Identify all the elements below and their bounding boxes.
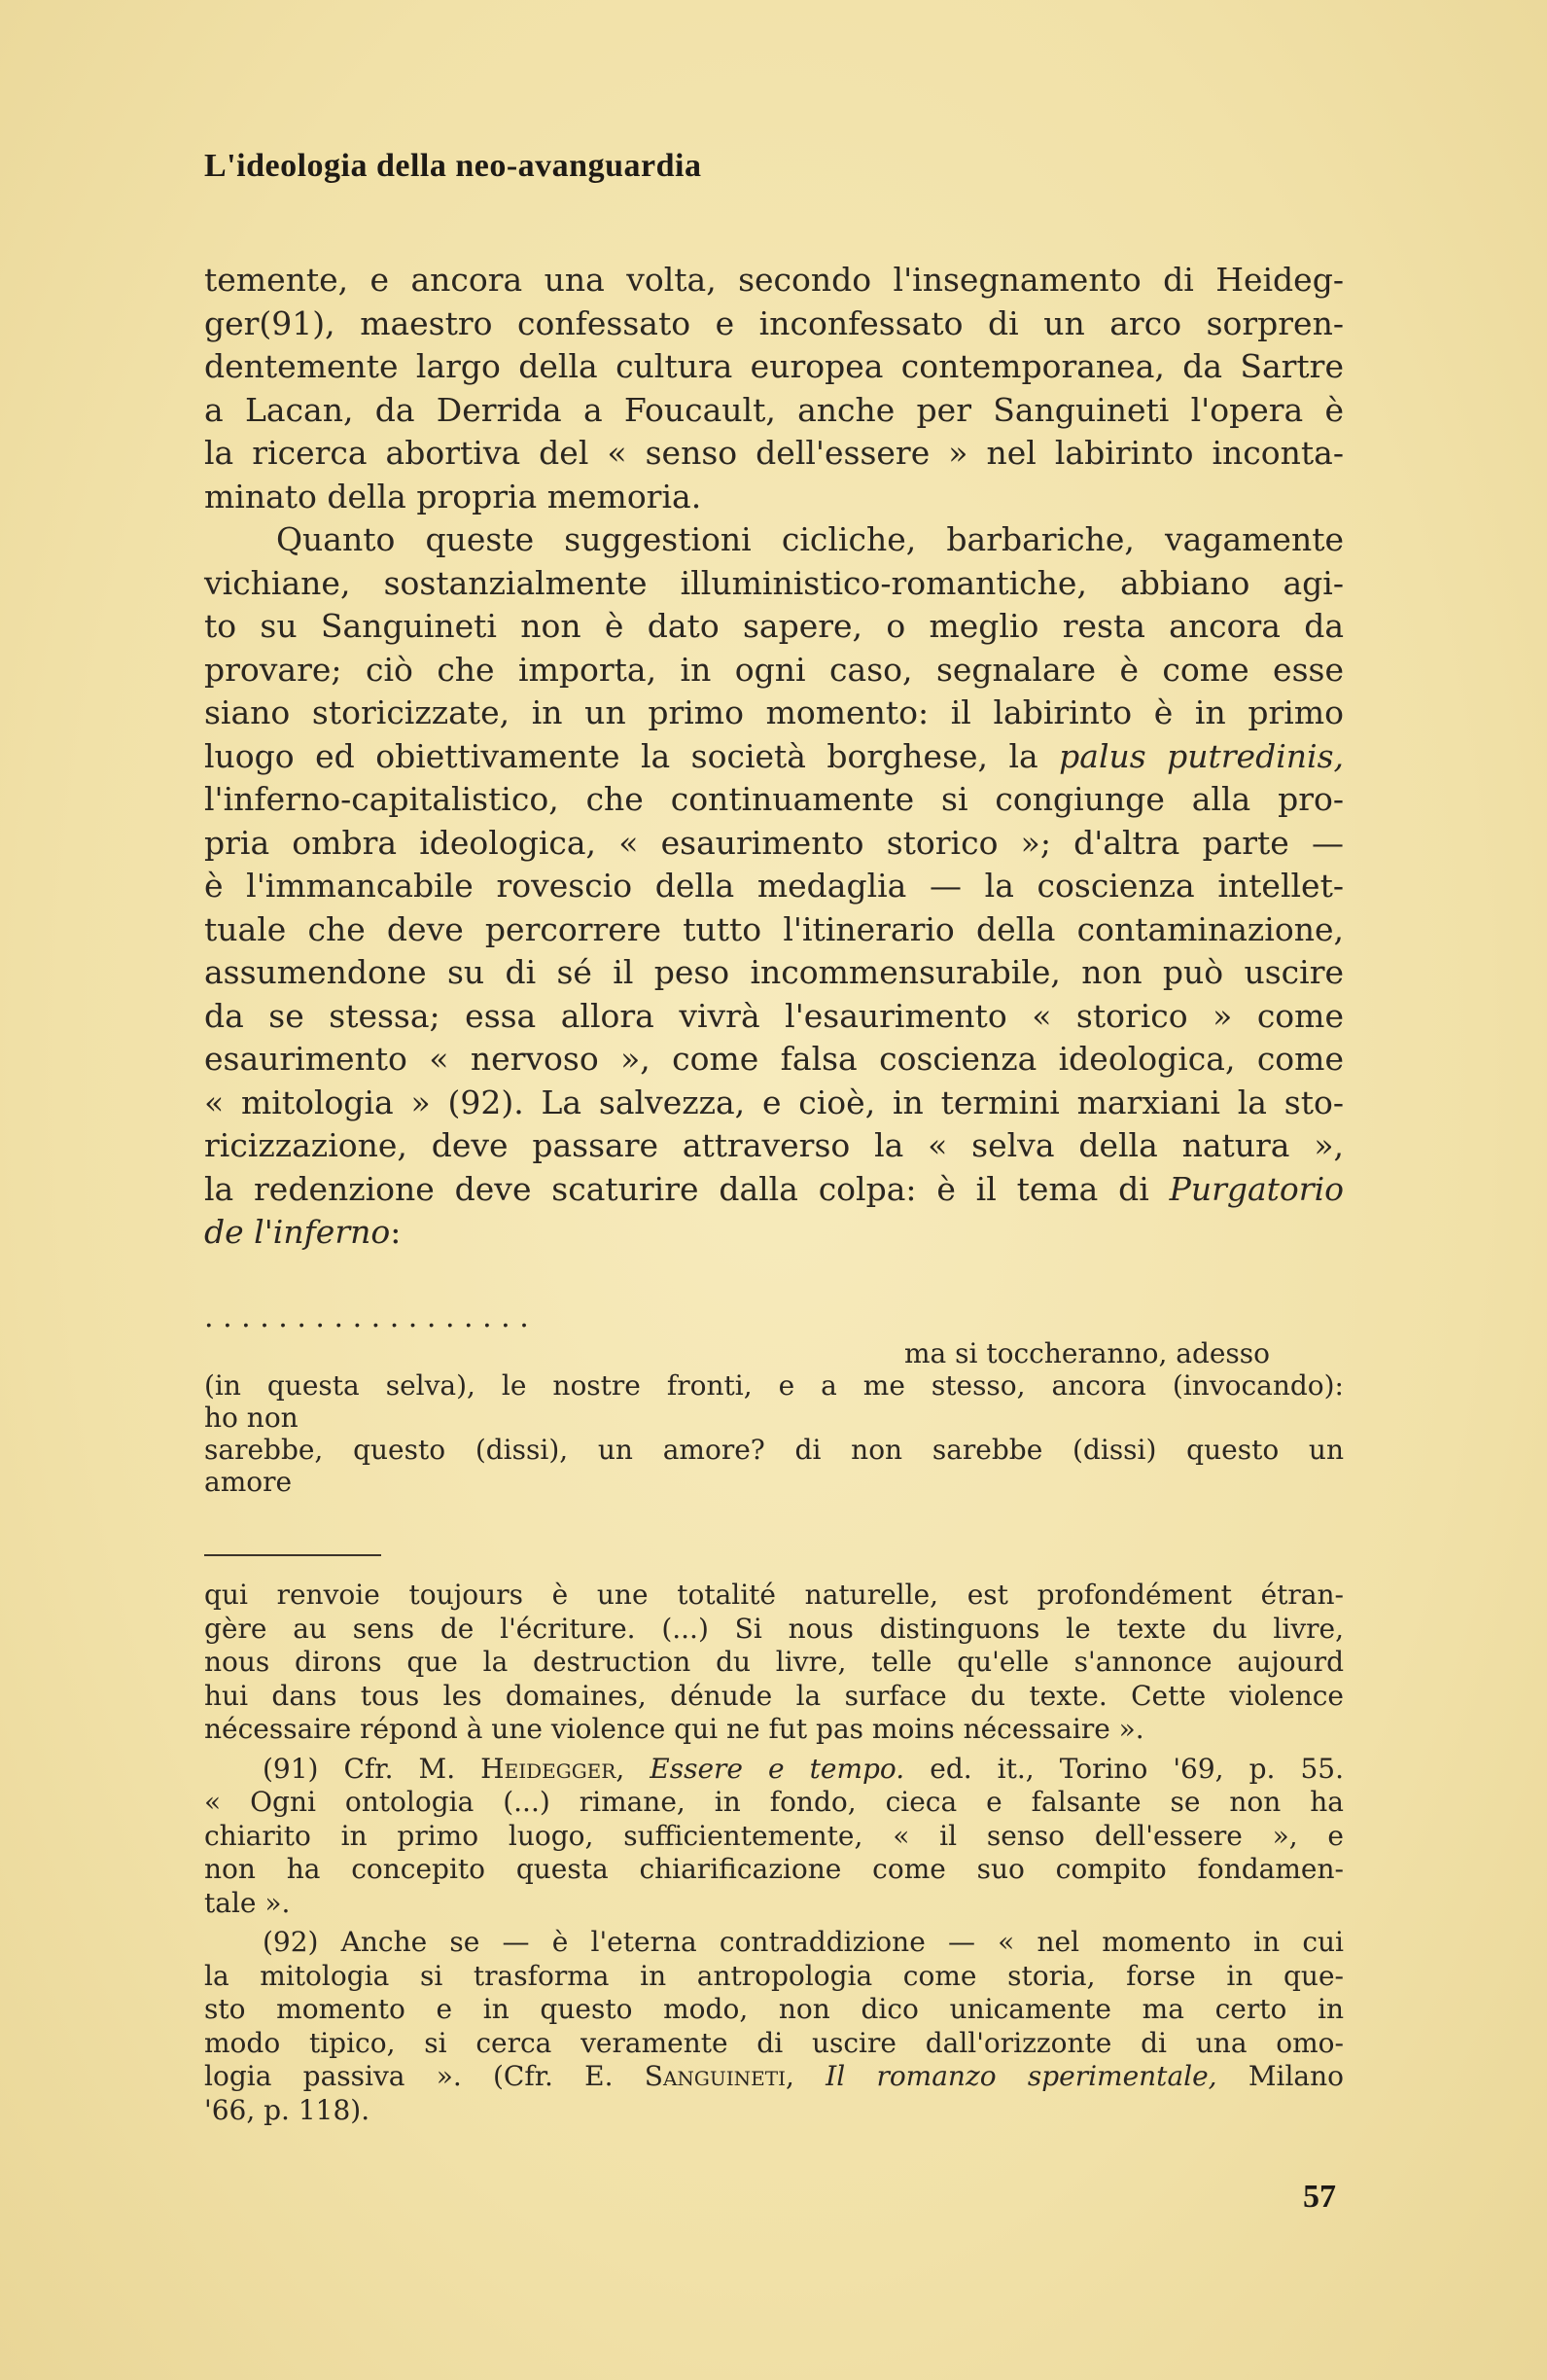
- italic-title: Il romanzo sperimentale,: [826, 2060, 1217, 2092]
- text-segment: (91) Cfr. M.: [263, 1752, 456, 1785]
- text-segment: :: [390, 1213, 402, 1251]
- footnotes: [204, 1579, 1344, 2127]
- text-line: pria ombra ideologica, « esaurimento storico »; d'altra parte —: [204, 823, 1344, 862]
- footnote-line: (92) Anche se — è l'eterna contraddizione — « nel momento in cui: [263, 1926, 1344, 1958]
- text-line: da se stessa; essa allora vivrà l'esaurimento « storico » come: [204, 996, 1344, 1035]
- footnote-line: modo tipico, si cerca veramente di uscire dall'orizzonte di una omo-: [204, 2026, 1344, 2059]
- text-line: provare; ciò che importa, in ogni caso, segnalare è come esse: [204, 650, 1344, 689]
- italic-title: Essere e tempo.: [650, 1752, 905, 1785]
- text-segment: logia passiva ». (Cfr. E.: [204, 2060, 614, 2092]
- text-line: l'inferno-capitalistico, che continuamente si congiunge alla pro-: [204, 780, 1344, 818]
- text-segment: Milano: [1248, 2060, 1344, 2092]
- text-line: Quanto queste suggestioni cicliche, barbariche, vagamente: [276, 520, 1344, 558]
- text-line: [204, 735, 1344, 779]
- text-line: [204, 1168, 1344, 1212]
- footnote-line: qui renvoie toujours è une totalité naturelle, est profondément étran-: [204, 1579, 1344, 1611]
- footnote-line: la mitologia si trasforma in antropologia come storia, forse in que-: [204, 1959, 1344, 1992]
- verse-line: amore: [204, 1466, 293, 1498]
- italic-phrase: palus putredinis,: [1059, 736, 1344, 775]
- text-segment: ed. it., Torino '69, p. 55.: [930, 1752, 1345, 1785]
- verse-line: sarebbe, questo (dissi), un amore? di non sarebbe (dissi) questo un: [204, 1434, 1344, 1466]
- text-segment: la redenzione deve scaturire dalla colpa: è il tema di: [204, 1169, 1149, 1208]
- text-line: « mitologia » (92). La salvezza, e cioè, in termini marxiani la sto-: [204, 1083, 1344, 1121]
- footnote-line: (91) Cfr. M. Heidegger, Essere e tempo. ed. it., Torino '69, p. 55.: [263, 1752, 1345, 1785]
- text-line: la ricerca abortiva del « senso dell'essere » nel labirinto inconta-: [204, 434, 1344, 472]
- text-line: vichiane, sostanzialmente illuministico-romantiche, abbiano agi-: [204, 563, 1344, 602]
- footnote-line: « Ogni ontologia (...) rimane, in fondo, cieca e falsante se non ha: [204, 1786, 1344, 1818]
- verse-line: ho non: [204, 1402, 299, 1434]
- text-line: siano storicizzate, in un primo momento: il labirinto è in primo: [204, 693, 1344, 731]
- italic-title: Purgatorio: [1169, 1169, 1344, 1208]
- text-segment: luogo ed obiettivamente la società borghese, la: [204, 736, 1038, 775]
- text-line: to su Sanguineti non è dato sapere, o meglio resta ancora da: [204, 607, 1344, 645]
- author-name: Sanguineti: [644, 2060, 786, 2092]
- footnote-line: sto momento e in questo modo, non dico unicamente ma certo in: [204, 1993, 1344, 2025]
- text-line: assumendone su di sé il peso incommensurabile, non può uscire: [204, 953, 1344, 991]
- text-line: ger(91), maestro confessato e inconfessato di un arco sorpren-: [204, 303, 1344, 342]
- footnote-line: nécessaire répond à une violence qui ne fut pas moins nécessaire ».: [204, 1713, 1144, 1745]
- verse-line: (in questa selva), le nostre fronti, e a me stesso, ancora (invocando):: [204, 1369, 1344, 1402]
- text-line: [204, 1211, 1344, 1255]
- italic-title: de l'inferno: [204, 1213, 391, 1251]
- page-number: 57: [1303, 2179, 1336, 2215]
- verse-quotation: [204, 1298, 1344, 1498]
- main-text: [204, 259, 1344, 1255]
- text-line: tuale che deve percorrere tutto l'itinerario della contaminazione,: [204, 909, 1344, 948]
- text-line: esaurimento « nervoso », come falsa coscienza ideologica, come: [204, 1040, 1344, 1078]
- footnote-line: nous dirons que la destruction du livre, telle qu'elle s'annonce aujourd: [204, 1646, 1344, 1678]
- text-line: dentemente largo della cultura europea contemporanea, da Sartre: [204, 347, 1344, 385]
- footnote-line: logia passiva ». (Cfr. E. Sanguineti, Il romanzo sperimentale, Milano: [204, 2060, 1344, 2092]
- verse-line: ma si toccheranno, adesso: [904, 1337, 1271, 1369]
- footnote-line: non ha concepito questa chiarificazione come suo compito fondamen-: [204, 1853, 1344, 1885]
- text-line: a Lacan, da Derrida a Foucault, anche per Sanguineti l'opera è: [204, 390, 1344, 429]
- footnote-line: hui dans tous les domaines, dénude la surface du texte. Cette violence: [204, 1679, 1344, 1712]
- footnote-line: '66, p. 118).: [204, 2093, 370, 2126]
- text-line: minato della propria memoria.: [204, 477, 702, 515]
- author-name: Heidegger: [480, 1752, 616, 1785]
- text-line: temente, e ancora una volta, secondo l'insegnamento di Heideg-: [204, 261, 1344, 299]
- text-line: è l'immancabile rovescio della medaglia — la coscienza intellet-: [204, 867, 1344, 905]
- ellipsis-dots: . . . . . . . . . . . . . . . . . .: [204, 1300, 529, 1334]
- text-line: ricizzazione, deve passare attraverso la « selva della natura »,: [204, 1126, 1344, 1164]
- running-head: L'ideologia della neo-avanguardia: [204, 148, 702, 184]
- footnote-divider: [204, 1554, 381, 1556]
- footnote-line: chiarito in primo luogo, sufficientemente, « il senso dell'essere », e: [204, 1819, 1344, 1852]
- footnote-line: tale ».: [204, 1886, 291, 1919]
- footnote-line: gère au sens de l'écriture. (...) Si nous distinguons le texte du livre,: [204, 1612, 1344, 1645]
